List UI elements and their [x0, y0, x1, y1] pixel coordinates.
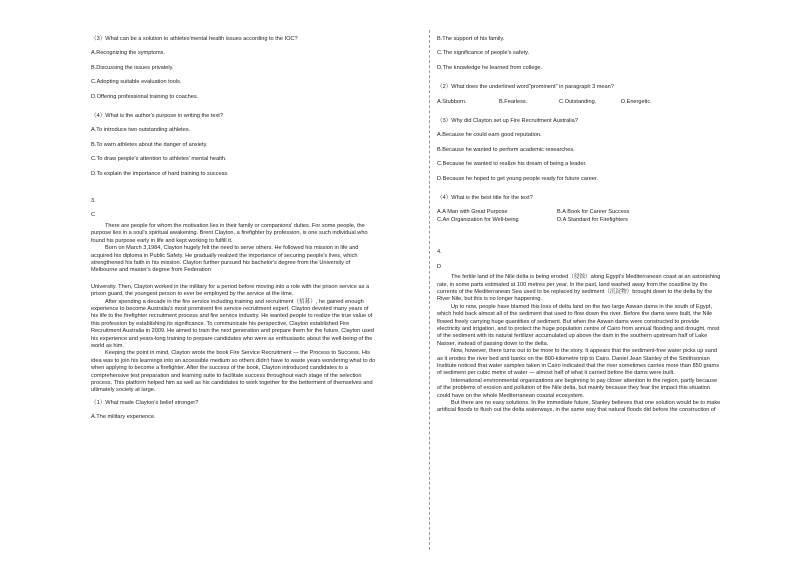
question-stem: （3）Why did Clayton set up Fire Recruitment Australia? — [437, 118, 578, 125]
option: A.To introduce two outstanding athletes. — [91, 127, 191, 134]
passage-paragraph: There are people for whom the motivation lies in their family or companions' duties. For some people, the purpose lies in a soul's spiritual awakening. Brent Clayton, a firefighter by profession, is one such individual who found his purpose early in life and kept working to fulfill it. — [91, 222, 368, 244]
passage-paragraph: The fertile land of the Nile delta is being eroded（侵蚀）along Egypt's Mediterranean coast at an astonishing rate, in some parts estimated at 100 metres per year. In the past, land washed away from the coastline by the currents of the Mediterranean Sea used to be replaced by sediment（沉淀物）brought down to the delta by the River Nile, but this is no longer happening. — [437, 274, 721, 303]
option: B.To warn athletes about the danger of anxiety. — [91, 141, 208, 148]
option: A.Because he could earn good reputation. — [437, 132, 542, 139]
question-stem: （1）What made Clayton's belief stronger? — [91, 399, 199, 406]
question-stem: （2）What does the underlined word"prominent" in paragraph 3 mean? — [437, 84, 614, 91]
option: B.Because he wanted to perform academic researches. — [437, 146, 575, 153]
option: B.A Book for Career Success — [557, 209, 630, 216]
option: A.The military experience. — [91, 414, 156, 421]
question-stem: （3）What can be a solution to athletes'mental health issues according to the IOC? — [91, 36, 298, 42]
option: B.The support of his family. — [437, 36, 505, 42]
passage-paragraph: After spending a decade in the fire service including training and recruitment（招募）, he gained enough experience to become Australia's most prominent fire service recruitment expert. Clayton devoted many years of his life to the firefighter recruitment process and fire service industry. He wanted people to realize the true value of this profession by establishing its significance. To communicate his perspective, Clayton established Fire Recruitment Australia in 2009. He aimed to train the next generation and prepare them for the future. Clayton used his experience and years-long training to prepare candidates who were as enthusiastic about the well-being of the world as him. — [91, 298, 374, 349]
passage-paragraph: International environmental organizations are beginning to pay closer attention to the region, partly because of the problems of erosion and pollution of the Nile delta, but mainly because they fear the impact this situation could have on the whole Mediterranean coastal ecosystem. — [437, 377, 718, 399]
question-stem: （4）What is the best title for the text? — [437, 195, 533, 202]
right-column — [437, 36, 777, 415]
option-row — [437, 99, 777, 106]
option: C.Because he wanted to realize his dream of being a leader. — [437, 161, 587, 168]
option: B.Fearless. — [499, 98, 528, 105]
option: C.To draw people's attention to athletes' mental health. — [91, 156, 227, 163]
passage-paragraph: Now, however, there turns out to be more to the story. It appears that the sediment-free water picks up sand as it erodes the river bed and banks on the 800-kilometre trip to Cairo. Daniel Jean Stanley of the Smithsonian Institute noticed that water samples taken in Cairo indicated that the river sometimes carries more than 850 grams of sediment per cubic metre of water — almost half of what it carried before the dams were built. — [437, 348, 719, 377]
section-letter: C — [91, 212, 96, 219]
option: C.An Organization for Well-being — [437, 216, 519, 223]
option: C.Adopting suitable evaluation tools. — [91, 79, 182, 86]
passage-paragraph: University. Then, Clayton worked in the military for a period before moving into a role with the prison service as a prison guard, the youngest person to ever be employed by the service at the time. — [91, 283, 370, 298]
section-number: 3. — [91, 198, 96, 205]
option-row — [437, 217, 777, 224]
option: D.The knowledge he learned from college. — [437, 64, 543, 71]
option: D.A Standard for Firefighters — [557, 216, 628, 223]
option: A.Stubborn. — [437, 98, 467, 105]
passage-paragraph: But there are no easy solutions. In the immediate future, Stanley believes that one solution would be to make artificial floods to flush out the delta waterways, in the same way that natural floods did before the construction of — [437, 400, 721, 414]
option: C.Outstanding. — [559, 98, 597, 105]
option: D.Energetic. — [621, 98, 652, 105]
section-letter: D — [437, 263, 442, 270]
option: D.Because he hoped to get young people ready for future career. — [437, 175, 599, 182]
left-column — [91, 36, 431, 422]
passage-paragraph: Keeping the point in mind, Clayton wrote the book Fire Service Recruitment — the Process to Success. His idea was to join his learnings into an accessible medium so others didn't have to waste years wondering what to do when applying to become a firefighter. After the success of the book, Clayton introduced candidates to a comprehensive test preparation and learning suite to facilitate success throughout each stage of the selection process. This platform helped him as well as his candidates to work together for the betterment of themselves and ultimately society at large. — [91, 350, 376, 394]
option-row — [437, 209, 777, 216]
passage-paragraph: Born on March 3,1984, Clayton hugely felt the need to serve others. He followed his mission in life and acquired his diploma in Public Safety. He gradually realized the importance of securing people's lives, which strengthened his faith in his mission. Clayton further pursued his bachelor's degree from the University of Melbourne and master's degree from Federation — [91, 245, 359, 274]
question-stem: （4）What is the author's purpose in writing the text? — [91, 113, 223, 120]
option: A.A Man with Great Purpose — [437, 209, 508, 216]
option: D.Offering professional training to coaches. — [91, 93, 199, 100]
option: A.Recognizing the symptoms. — [91, 50, 165, 57]
section-number: 4. — [437, 249, 442, 256]
option: B.Discussing the issues privately. — [91, 64, 174, 71]
passage-paragraph: Up to now, people have blamed this loss of delta land on the two large Aswan dams in the south of Egypt, which hold back almost all of the sediment that used to flow down the river. Before the dams were built, the Nile flowed freely carrying huge quantities of sediment. But when the Aswan dams were constructed to provide electricity and irrigation, and to protect the huge population centre of Cairo from annual flooding and drought, most of the sediment with its natural fertilizer accumulated up above the dam in the southern upstream half of Lake Nasser, instead of passing down to the delta. — [437, 303, 720, 347]
option: C.The significance of people's safety. — [437, 50, 530, 57]
option: D.To explain the importance of hard training to success. — [91, 170, 229, 177]
